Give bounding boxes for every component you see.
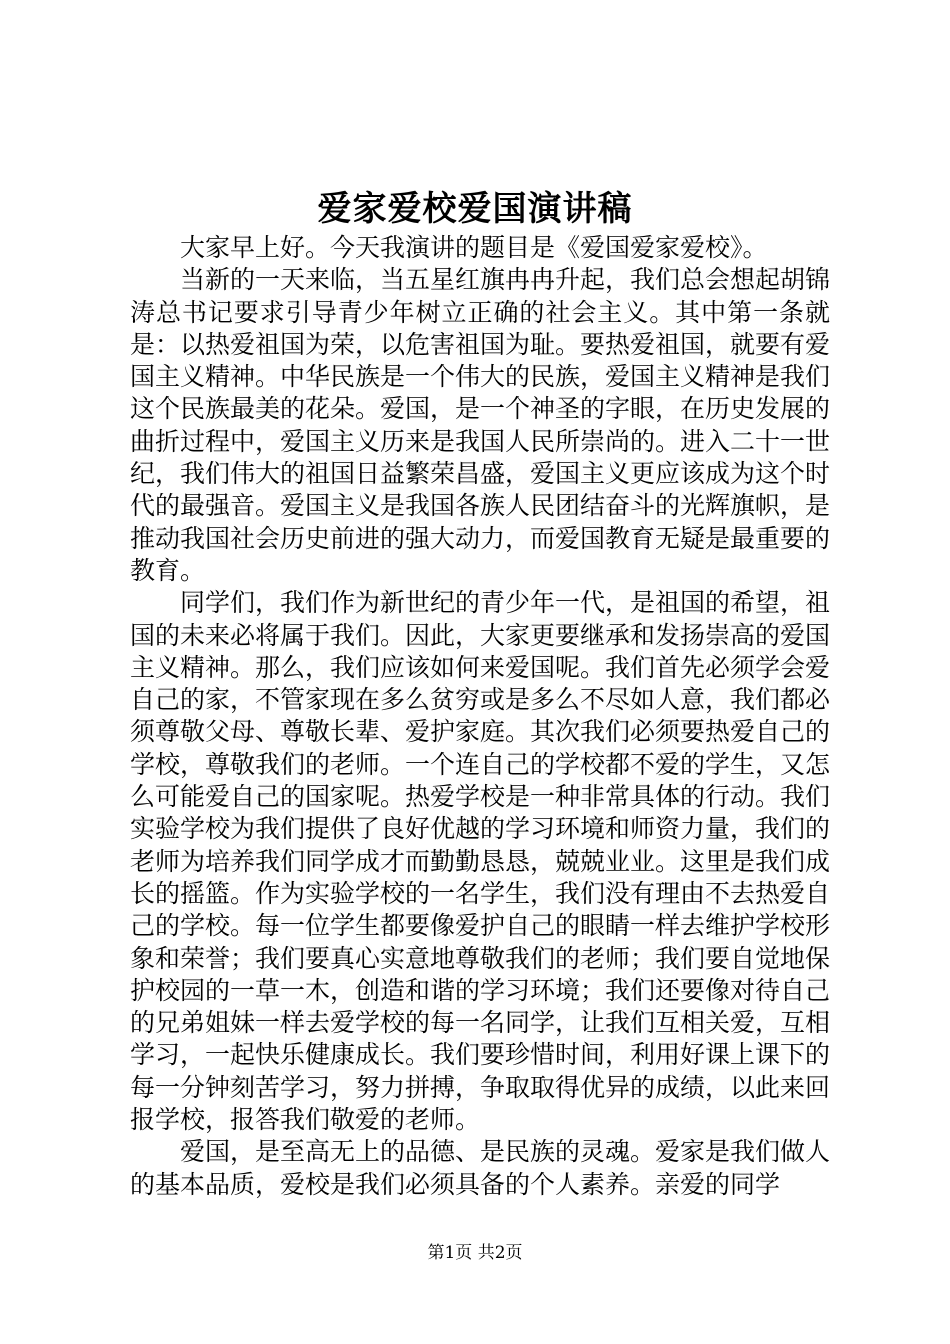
paragraph-conclusion: 爱国，是至高无上的品德、是民族的灵魂。爱家是我们做人的基本品质，爱校是我们必须具备的个人素养。亲爱的同学 xyxy=(130,1137,831,1199)
paragraph-students: 同学们，我们作为新世纪的青少年一代，是祖国的希望，祖国的未来必将属于我们。因此，大家更要继承和发扬崇高的爱国主义精神。那么，我们应该如何来爱国呢。我们首先必须学会爱自己的家，不管家现在多么贫穷或是多么不尽如人意，我们都必须尊敬父母、尊敬长辈、爱护家庭。其次我们必须要热爱自己的学校，尊敬我们的老师。一个连自己的学校都不爱的学生，又怎么可能爱自己的国家呢。热爱学校是一种非常具体的行动。我们实验学校为我们提供了良好优越的学习环境和师资力量，我们的老师为培养我们同学成才而勤勤恳恳，兢兢业业。这里是我们成长的摇篮。作为实验学校的一名学生，我们没有理由不去热爱自己的学校。每一位学生都要像爱护自己的眼睛一样去维护学校形象和荣誉；我们要真心实意地尊敬我们的老师；我们要自觉地保护校园的一草一木，创造和谐的学习环境；我们还要像对待自己的兄弟姐妹一样去爱学校的每一名同学，让我们互相关爱，互相学习，一起快乐健康成长。我们要珍惜时间，利用好课上课下的每一分钟刻苦学习，努力拼搏，争取取得优异的成绩，以此来回报学校，报答我们敬爱的老师。 xyxy=(130,588,831,1135)
paragraph-greeting: 大家早上好。今天我演讲的题目是《爱国爱家爱校》。 xyxy=(180,233,768,262)
document-body xyxy=(130,232,830,1201)
document-title: 爱家爱校爱国演讲稿 xyxy=(317,189,633,229)
page-footer: 第1页 共2页 xyxy=(427,1243,523,1263)
paragraph-patriotism: 当新的一天来临，当五星红旗冉冉升起，我们总会想起胡锦涛总书记要求引导青少年树立正确的社会主义。其中第一条就是：以热爱祖国为荣，以危害祖国为耻。要热爱祖国，就要有爱国主义精神。中华民族是一个伟大的民族，爱国主义精神是我们这个民族最美的花朵。爱国，是一个神圣的字眼，在历史发展的曲折过程中，爱国主义历来是我国人民所崇尚的。进入二十一世纪，我们伟大的祖国日益繁荣昌盛，爱国主义更应该成为这个时代的最强音。爱国主义是我国各族人民团结奋斗的光辉旗帜，是推动我国社会历史前进的强大动力，而爱国教育无疑是最重要的教育。 xyxy=(130,265,831,585)
